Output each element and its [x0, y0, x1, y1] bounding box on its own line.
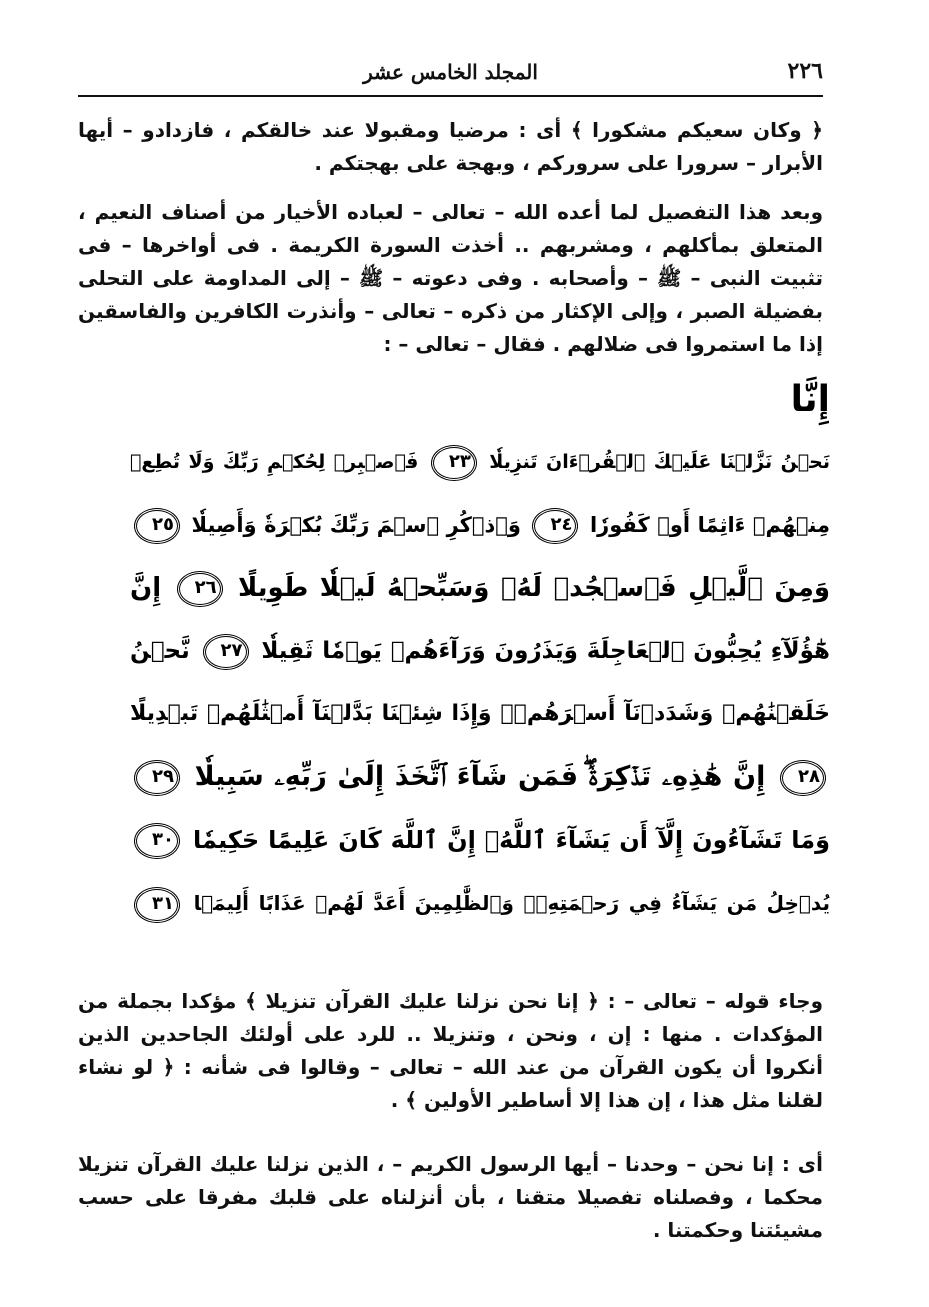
ayah-number-marker: ٣٠ [134, 823, 180, 859]
ayah-number-marker: ٢٦ [177, 571, 223, 607]
verse-text: إِنَّ [130, 573, 162, 603]
verse-text: نَحۡنُ نَزَّلۡنَا عَلَيۡكَ ٱلۡقُرۡءَانَ تَنزِيلٗا [489, 451, 830, 473]
verse-text: هَٰٓؤُلَآءِ يُحِبُّونَ ٱلۡعَاجِلَةَ وَيَذَرُونَ وَرَآءَهُمۡ يَوۡمٗا ثَقِيلٗا [261, 638, 830, 664]
verse-line-7 [130, 810, 830, 870]
verse-opening-word: إِنَّا [790, 379, 830, 420]
verse-line-6 [130, 747, 830, 807]
header-rule [78, 95, 823, 97]
ayah-number-marker: ٢٥ [134, 508, 180, 544]
verse-line-2 [130, 495, 830, 555]
running-title: المجلد الخامس عشر [363, 60, 538, 84]
verse-text: مِنۡهُمۡ ءَاثِمًا أَوۡ كَفُورٗا [589, 513, 830, 537]
verse-line-8 [130, 873, 830, 933]
ayah-number-marker: ٢٨ [780, 760, 826, 796]
paragraph-1: ﴿ وكان سعيكم مشكورا ﴾ أى : مرضيا ومقبولا عند خالقكم ، فازدادو – أيها الأبرار – سرورا على سروركم ، وبهجة على بهجتكم . [78, 118, 823, 175]
verse-line-3 [130, 558, 830, 618]
verse-line-4 [130, 621, 830, 681]
ayah-number-marker: ٢٧ [203, 634, 249, 670]
quran-verses-block [130, 370, 830, 940]
paragraph-3: وجاء قوله – تعالى – : ﴿ إنا نحن نزلنا عليك القرآن تنزيلا ﴾ مؤكدا بجملة من المؤكدات . منها : إن ، ونحن ، وتنزيلا .. للرد على أولئك الجاحدين الذين أنكروا أن يكون القرآن من عند الله – تعالى – وقالوا فى شأنه : ﴿ لو نشاء لقلنا مثل هذا ، إن هذا إلا أساطير الأولين ﴾ . [78, 989, 823, 1112]
verse-text: وَٱذۡكُرِ ٱسۡمَ رَبِّكَ بُكۡرَةٗ وَأَصِيلٗا [191, 513, 521, 537]
ayah-number-marker: ٢٣ [431, 445, 477, 481]
ayah-number-marker: ٣١ [134, 887, 180, 923]
page-header [78, 56, 823, 92]
verse-text: إِنَّ هَٰذِهِۦ تَذۡكِرَةٞۖ فَمَن شَآءَ ٱتَّخَذَ إِلَىٰ رَبِّهِۦ سَبِيلٗا [194, 761, 766, 792]
paragraph-2: وبعد هذا التفصيل لما أعده الله – تعالى – لعباده الأخيار من أصناف النعيم ، المتعلق بمأكلهم ، ومشربهم .. أخذت السورة الكريمة . فى أواخرها – فى تثبيت النبى – ﷺ – وأصحابه . وفى دعوته – ﷺ – إلى المداومة على التحلى بفضيلة الصبر ، وإلى الإكثار من ذكره – تعالى – وأنذرت الكافرين والفاسقين إذا ما استمروا فى ضلالهم . فقال – تعالى – : [78, 200, 823, 356]
verse-line-1 [130, 432, 830, 492]
paragraph-4: أى : إنا نحن – وحدنا – أيها الرسول الكريم – ، الذين نزلنا عليك القرآن تنزيلا محكما ، وفصلناه تفصيلا متقنا ، بأن أنزلناه على قلبك مفرقا على حسب مشيئتنا وحكمتنا . [78, 1152, 823, 1242]
verse-text: فَٱصۡبِرۡ لِحُكۡمِ رَبِّكَ وَلَا تُطِعۡ [130, 451, 419, 473]
ayah-number-marker: ٢٤ [532, 508, 578, 544]
page-number: ٢٢٦ [787, 58, 823, 84]
verse-text: وَمَا تَشَآءُونَ إِلَّآ أَن يَشَآءَ ٱللَّهُۚ إِنَّ ٱللَّهَ كَانَ عَلِيمًا حَكِيمٗا [193, 826, 830, 854]
verse-text: وَمِنَ ٱلَّيۡلِ فَٱسۡجُدۡ لَهُۥ وَسَبِّحۡهُ لَيۡلٗا طَوِيلًا [238, 573, 830, 603]
verse-text: نَّحۡنُ [130, 638, 190, 664]
ayah-number-marker: ٢٩ [134, 760, 180, 796]
verse-text: خَلَقۡنَٰهُمۡ وَشَدَدۡنَآ أَسۡرَهُمۡۖ وَإِذَا شِئۡنَا بَدَّلۡنَآ أَمۡثَٰلَهُمۡ تَبۡدِيلًا [130, 701, 830, 726]
verse-line-5 [130, 684, 830, 744]
verse-text: يُدۡخِلُ مَن يَشَآءُ فِي رَحۡمَتِهِۦۚ وَٱلظَّٰلِمِينَ أَعَدَّ لَهُمۡ عَذَابًا أَلِيمَۢا [193, 891, 830, 915]
